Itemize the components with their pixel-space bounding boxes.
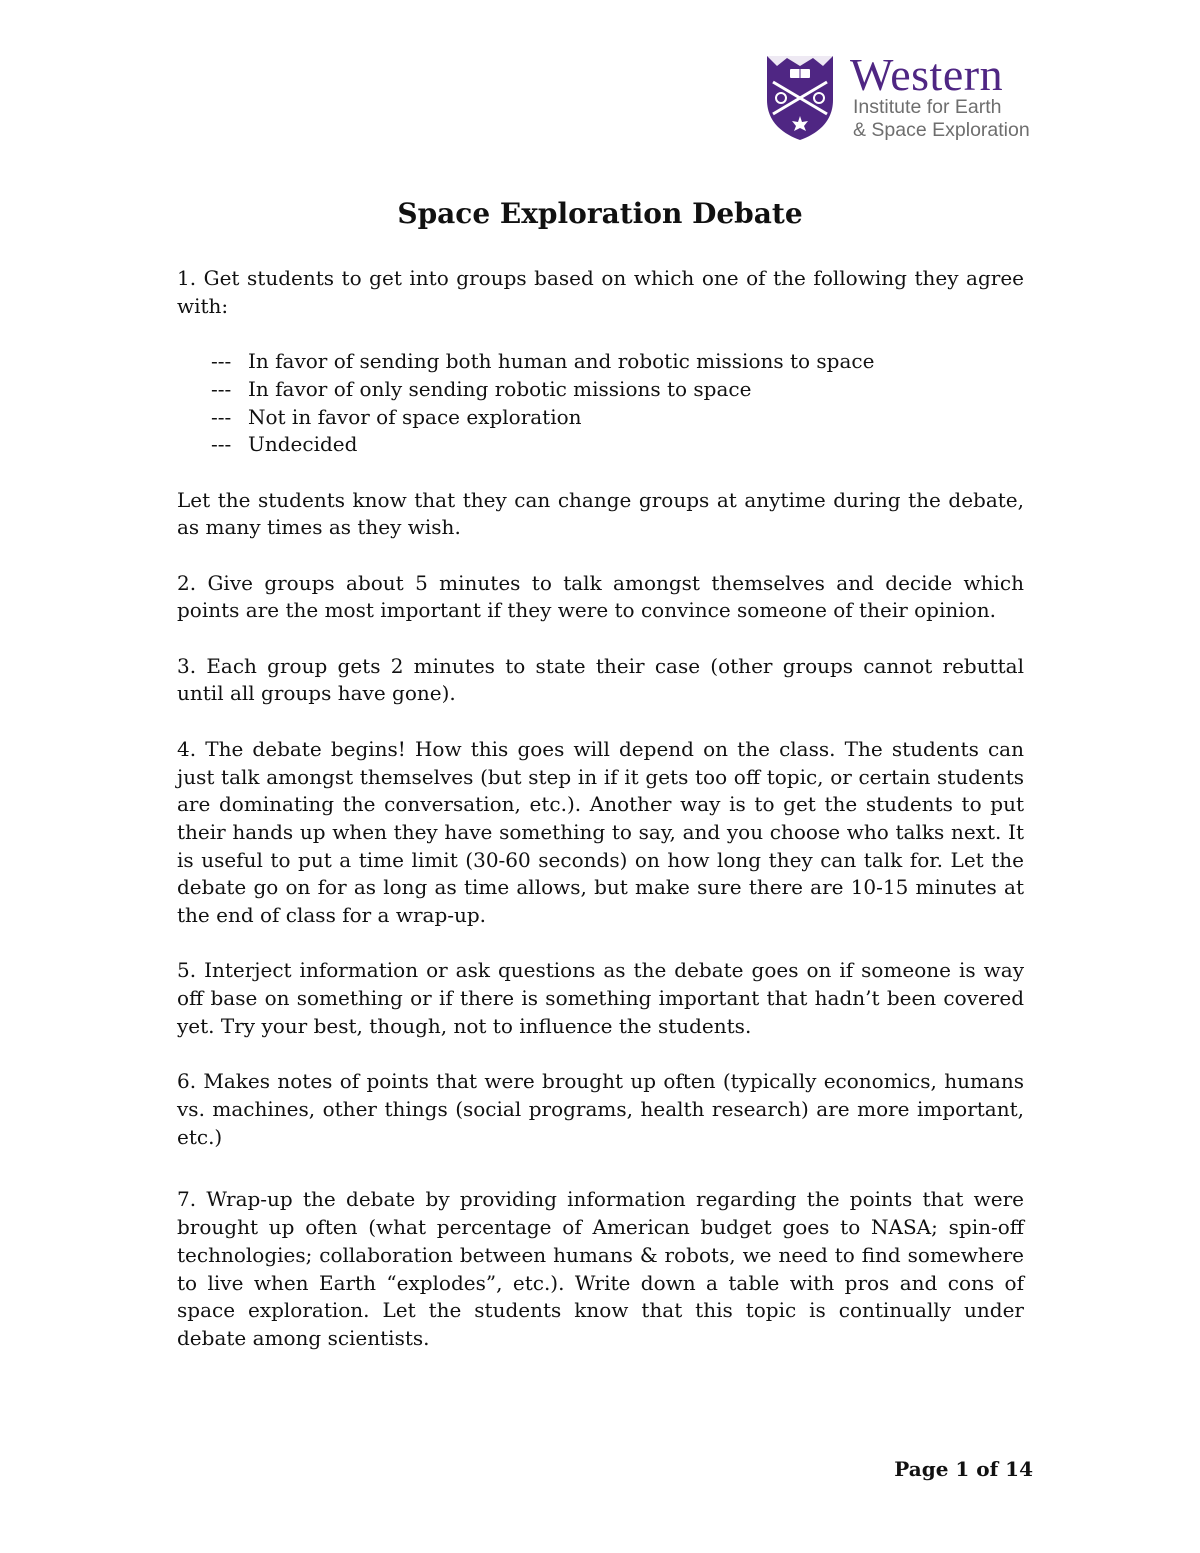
option-item bbox=[211, 348, 1024, 376]
option-text: In favor of only sending robotic missions to space bbox=[248, 376, 752, 401]
dash-bullet: --- bbox=[211, 432, 232, 457]
step-4: 4. The debate begins! How this goes will depend on the class. The students can just talk amongst themselves (but step in if it gets too off topic, or certain students are dominating the conversation, etc.). Another way is to get the students to put their hands up when they have something to say, and you choose who talks next. It is useful to put a time limit (30-60 seconds) on how long they can talk for. Let the debate go on for as long as time allows, but make sure there are 10-15 minutes at the end of class for a wrap-up. bbox=[177, 736, 1024, 928]
logo-wordmark: Western bbox=[850, 49, 1004, 100]
dash-bullet: --- bbox=[211, 349, 232, 374]
step-7: 7. Wrap-up the debate by providing information regarding the points that were brought up often (what percentage of American budget goes to NASA; spin-off technologies; collaboration between humans & robots, we need to find somewhere to live when Earth “explodes”, etc.). Write down a table with pros and cons of space exploration. Let the students know that this topic is continually under debate among scientists. bbox=[177, 1187, 1024, 1350]
dash-bullet: --- bbox=[211, 376, 232, 401]
logo-subtitle-line1: Institute for Earth bbox=[853, 96, 1002, 118]
step-6: 6. Makes notes of points that were brought up often (typically economics, humans vs. machines, other things (social programs, health research) are more important, etc.) bbox=[177, 1069, 1024, 1149]
change-groups-note: Let the students know that they can change groups at anytime during the debate, as many times as they wish. bbox=[177, 487, 1024, 540]
step-5: 5. Interject information or ask questions as the debate goes on if someone is way off base on something or if there is something important that hadn’t been covered yet. Try your best, though, not to influence the students. bbox=[177, 958, 1024, 1038]
step-1: 1. Get students to get into groups based on which one of the following they agree with: bbox=[177, 266, 1024, 318]
option-item bbox=[211, 404, 1024, 432]
dash-bullet: --- bbox=[211, 404, 232, 429]
option-item bbox=[211, 431, 1024, 459]
step-3: 3. Each group gets 2 minutes to state their case (other groups cannot rebuttal until all groups have gone). bbox=[177, 653, 1024, 706]
document-body bbox=[177, 265, 1024, 1353]
group-options-list bbox=[177, 348, 1024, 459]
option-text: Not in favor of space exploration bbox=[248, 404, 582, 429]
page-number: Page 1 of 14 bbox=[894, 1457, 1033, 1481]
option-item bbox=[211, 376, 1024, 404]
institute-logo bbox=[765, 49, 1040, 144]
step-2: 2. Give groups about 5 minutes to talk amongst themselves and decide which points are the most important if they were to convince someone of their opinion. bbox=[177, 570, 1024, 623]
logo-subtitle-line2: & Space Exploration bbox=[853, 119, 1030, 141]
option-text: In favor of sending both human and robotic missions to space bbox=[248, 349, 875, 374]
western-shield-icon bbox=[765, 52, 835, 142]
document-title: Space Exploration Debate bbox=[397, 197, 803, 230]
option-text: Undecided bbox=[248, 432, 358, 457]
